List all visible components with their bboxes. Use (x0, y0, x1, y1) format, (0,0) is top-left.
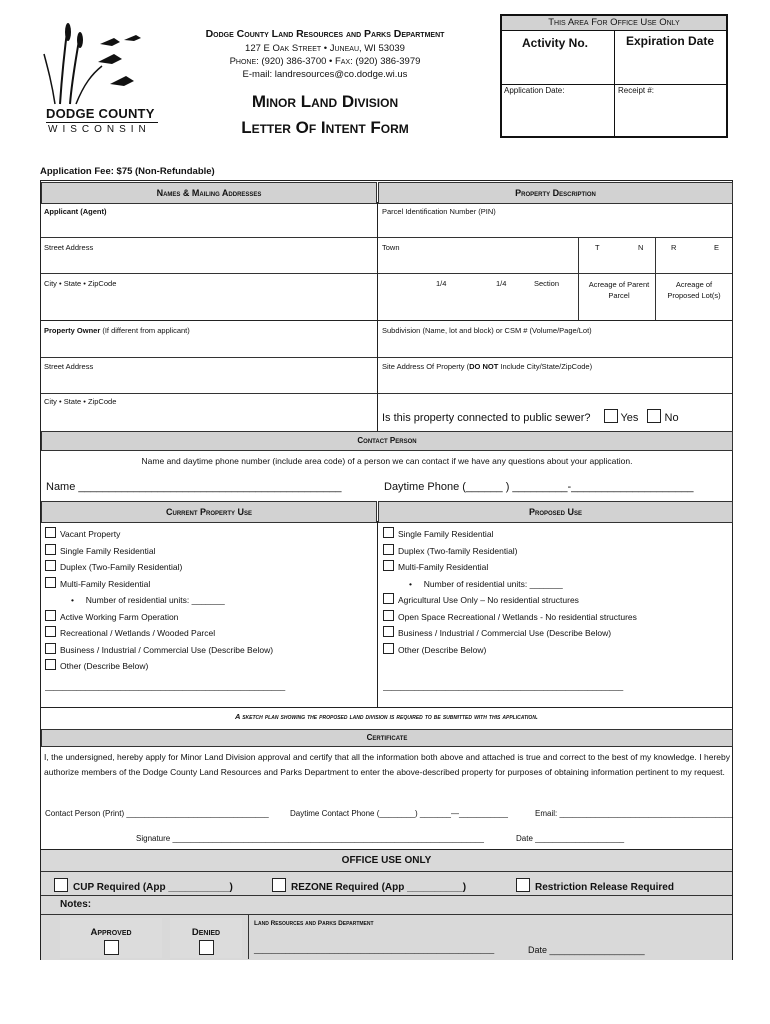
form-title-2: Letter Of Intent Form (241, 118, 409, 137)
proposed-use-header: Proposed Use (378, 501, 733, 523)
contact-header: Contact Person (41, 431, 733, 451)
street1-label: Street Address (44, 243, 94, 252)
certificate-text: I, the undersigned, hereby apply for Minor Land Division approval and certify that all the information both above and attached is true and correct to the best of my knowledge. I hereby authorize members of the Dodge County Land Resources and Parks Department to enter the above-described property for purposes of obtaining information pertinent to my request. (44, 752, 730, 777)
proposed-use-units[interactable]: • Number of residential units: _______ (409, 578, 563, 589)
dept-signature-label: Land Resources and Parks Department (254, 920, 374, 927)
proposed-use-duplex[interactable]: Duplex (Two-family Residential) (383, 543, 728, 560)
dept-email: E-mail: landresources@co.dodge.wi.us (242, 69, 408, 80)
acreage-parent-label: Acreage of Parent Parcel (588, 280, 650, 300)
proposed-use-describe-line[interactable]: ______________________________________________________ (383, 682, 624, 691)
receipt-label: Receipt #: (618, 86, 655, 95)
proposed-use-single[interactable]: Single Family Residential (383, 526, 728, 543)
checkbox[interactable] (45, 626, 56, 637)
approved-checkbox[interactable] (104, 940, 119, 955)
office-use-box (500, 14, 728, 138)
signature-date-field[interactable]: Date ____________________ (516, 834, 625, 843)
checkbox[interactable] (45, 643, 56, 654)
email-field[interactable]: Email: _______________________________________ (535, 809, 733, 818)
logo-state: WISCONSIN (48, 124, 151, 135)
sewer-yes-checkbox[interactable] (604, 409, 618, 423)
current-use-farm[interactable]: Active Working Farm Operation (45, 609, 375, 626)
e-label: E (714, 243, 720, 252)
sketch-note: A sketch plan showing the proposed land division is required to be submitted with this application. (234, 712, 539, 721)
dept-phone: Phone: (920) 386-3700 • Fax: (920) 386-3979 (229, 56, 421, 67)
acreage-proposed-label: Acreage of Proposed Lot(s) (667, 280, 721, 300)
activity-no-label: Activity No. (522, 36, 589, 50)
quarter1-label: 1/4 (436, 279, 447, 288)
form-title-1: Minor Land Division (251, 92, 399, 111)
checkbox[interactable] (45, 610, 56, 621)
town-label: Town (382, 243, 400, 252)
bullet-icon: • (409, 578, 412, 589)
county-logo (40, 14, 170, 136)
checkbox[interactable] (45, 577, 56, 588)
checkbox[interactable] (45, 527, 56, 538)
city2-label: City • State • ZipCode (44, 397, 117, 406)
checkbox[interactable] (383, 544, 394, 555)
checkbox[interactable] (383, 527, 394, 538)
current-use-units[interactable]: • Number of residential units: _______ (71, 595, 225, 605)
dept-signature-line[interactable]: ______________________________________________________ (254, 945, 495, 954)
current-use-vacant[interactable]: Vacant Property (45, 526, 375, 543)
street2-field[interactable] (42, 374, 375, 392)
certificate-header: Certificate (41, 729, 733, 747)
quarter2-label: 1/4 (496, 279, 507, 288)
current-use-recreational[interactable]: Recreational / Wetlands / Wooded Parcel (45, 625, 375, 642)
subdivision-field[interactable] (380, 338, 730, 356)
checkbox[interactable] (383, 610, 394, 621)
logo-divider (46, 122, 158, 123)
contact-phone-field[interactable]: Daytime Phone (______ ) _________-____________________ (384, 481, 694, 493)
checkbox[interactable] (54, 878, 68, 892)
proposed-use-agricultural[interactable]: Agricultural Use Only – No residential structures (383, 592, 728, 609)
office-box-title: This Area For Office Use Only (502, 16, 726, 31)
denied-checkbox[interactable] (199, 940, 214, 955)
dept-date-field[interactable]: Date ___________________ (528, 945, 645, 955)
site-address-field[interactable] (380, 374, 730, 392)
r-label: R (671, 243, 677, 252)
denied-box: Denied (170, 918, 242, 958)
expiration-date-label: Expiration Date (626, 34, 715, 48)
checkbox[interactable] (516, 878, 530, 892)
checkbox[interactable] (272, 878, 286, 892)
owner-label: Property Owner (If different from applicant) (44, 326, 190, 335)
current-use-describe-line[interactable]: ______________________________________________________ (45, 682, 286, 691)
checkbox[interactable] (383, 643, 394, 654)
applicant-field[interactable] (42, 218, 375, 236)
street2-label: Street Address (44, 362, 94, 371)
notes-label: Notes: (60, 899, 92, 910)
current-use-business[interactable]: Business / Industrial / Commercial Use (Describe Below) (45, 642, 375, 659)
restriction-release[interactable]: Restriction Release Required (516, 878, 674, 893)
city1-label: City • State • ZipCode (44, 279, 117, 288)
city1-field[interactable] (42, 292, 375, 318)
current-use-list (45, 526, 375, 675)
checkbox[interactable] (383, 593, 394, 604)
checkbox[interactable] (45, 560, 56, 571)
dept-address: 127 E Oak Street • Juneau, WI 53039 (245, 43, 405, 54)
approved-box: Approved (60, 918, 162, 958)
town-field[interactable] (380, 254, 576, 272)
application-fee: Application Fee: $75 (Non-Refundable) (40, 166, 215, 177)
subdivision-label: Subdivision (Name, lot and block) or CSM # (Volume/Page/Lot) (382, 326, 592, 335)
sewer-question: Is this property connected to public sewer? Yes No (382, 409, 679, 424)
proposed-use-business[interactable]: Business / Industrial / Commercial Use (Describe Below) (383, 625, 728, 642)
checkbox[interactable] (45, 544, 56, 555)
pin-label: Parcel Identification Number (PIN) (382, 207, 496, 216)
signature-field[interactable]: Signature ______________________________________________________________________ (136, 834, 484, 843)
current-use-header: Current Property Use (41, 501, 377, 523)
proposed-use-multi[interactable]: Multi-Family Residential (383, 559, 728, 576)
owner-field[interactable] (42, 338, 375, 356)
contact-print-field[interactable]: Contact Person (Print) ________________________________ (45, 809, 269, 818)
current-use-other[interactable]: Other (Describe Below) (45, 658, 375, 675)
bullet-icon: • (71, 595, 74, 605)
checkbox[interactable] (383, 626, 394, 637)
city2-field[interactable] (42, 410, 375, 430)
t-label: T (595, 243, 600, 252)
sewer-no-checkbox[interactable] (647, 409, 661, 423)
names-header: Names & Mailing Addresses (41, 182, 377, 204)
contact-instructions: Name and daytime phone number (include area code) of a person we can contact if we have any questions about your application. (141, 456, 633, 466)
proposed-use-list (383, 526, 728, 658)
n-label: N (638, 243, 644, 252)
current-use-duplex[interactable]: Duplex (Two-Family Residential) (45, 559, 375, 576)
rezone-required[interactable]: REZONE Required (App __________) (272, 878, 466, 893)
contact-name-field[interactable]: Name ___________________________________________ (46, 481, 342, 493)
cattail-logo-icon (40, 14, 170, 106)
property-header: Property Description (378, 182, 733, 204)
sewer-yes-label: Yes (620, 412, 639, 424)
applicant-label: Applicant (Agent) (44, 207, 107, 216)
section-label: Section (534, 279, 560, 288)
daytime-contact-phone-field[interactable]: Daytime Contact Phone (________) _______—___________ (290, 809, 508, 818)
sewer-no-label: No (664, 412, 679, 424)
proposed-use-open-space[interactable]: Open Space Recreational / Wetlands - No residential structures (383, 609, 728, 626)
cup-required[interactable]: CUP Required (App ___________) (54, 878, 233, 893)
checkbox[interactable] (45, 659, 56, 670)
site-address-label: Site Address Of Property (DO NOT Include City/State/ZipCode) (382, 362, 593, 371)
current-use-single[interactable]: Single Family Residential (45, 543, 375, 560)
current-use-multi[interactable]: Multi-Family Residential (45, 576, 375, 593)
street1-field[interactable] (42, 254, 375, 272)
application-date-label: Application Date: (504, 86, 565, 95)
checkbox[interactable] (383, 560, 394, 571)
pin-field[interactable] (380, 218, 730, 236)
proposed-use-other[interactable]: Other (Describe Below) (383, 642, 728, 659)
dept-name: Dodge County Land Resources and Parks Department (205, 28, 445, 40)
office-use-header: OFFICE USE ONLY (341, 855, 432, 866)
logo-county: DODGE COUNTY (46, 106, 155, 121)
